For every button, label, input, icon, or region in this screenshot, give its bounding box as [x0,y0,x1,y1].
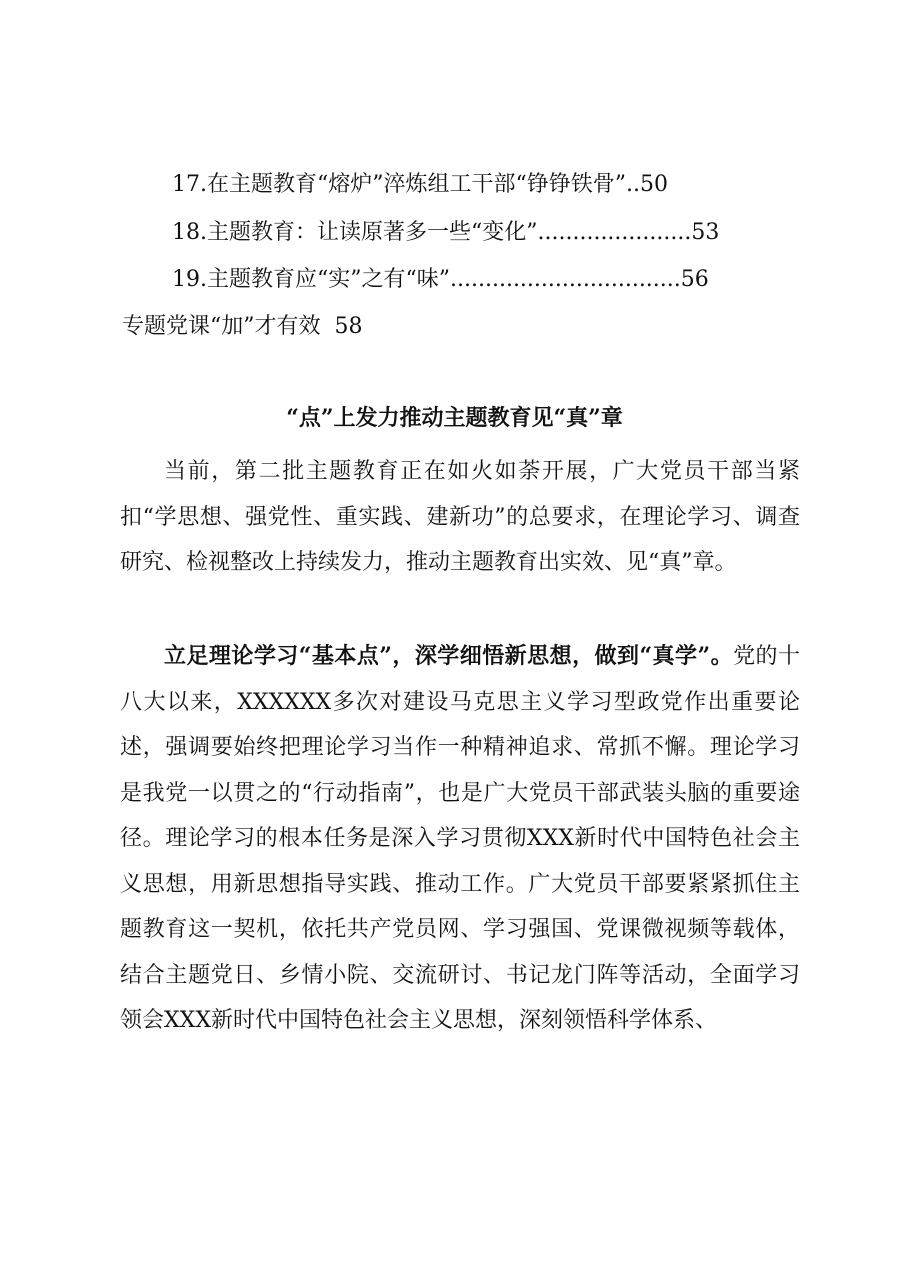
toc-item-title: 专题党课“加”才有效 [122,314,321,339]
toc-item-number: 17. [172,172,207,197]
section-1-paragraph [120,634,800,1044]
intro-paragraph: 当前，第二批主题教育正在如火如荼开展，广大党员干部当紧扣“学思想、强党性、重实践、建新功”的总要求，在理论学习、调查研究、检视整改上持续发力，推动主题教育出实效、见“真”章。 [120,459,800,575]
toc-item-17[interactable] [172,170,668,200]
toc-item-number: 19. [172,267,207,292]
toc-item-leader: ................................. [450,267,681,292]
toc-item-19[interactable] [172,265,709,295]
toc-item-page: 56 [680,267,709,292]
toc-item-title: 在主题教育“熔炉”淬炼组工干部“铮铮铁骨” [207,172,626,197]
toc-item-number: 18. [172,220,207,245]
toc-item-leader: ...................... [537,220,692,245]
toc-item-page: 53 [691,220,720,245]
toc-item-leader: .. [626,172,640,197]
article-title: “点”上发力推动主题教育见“真”章 [286,405,623,431]
toc-item-title: 主题教育：让读原著多一些“变化” [207,220,538,245]
toc-item-18[interactable] [172,218,719,248]
toc-item-extra[interactable] [122,312,363,342]
toc-item-page: 58 [334,314,363,339]
section-1-body: 党的十八大以来，XXXXXX多次对建设马克思主义学习型政党作出重要论述，强调要始终把理论学习当作一种精神追求、常抓不懈。理论学习是我党一以贯之的“行动指南”，也是广大党员干部武装头脑的重要途径。理论学习的根本任务是深入学习贯彻XXX新时代中国特色社会主义思想，用新思想指导实践、推动工作。广大党员干部要紧紧抓住主题教育这一契机，依托共产党员网、学习强国、党课微视频等载体，结合主题党日、乡情小院、交流研讨、书记龙门阵等活动，全面学习领会XXX新时代中国特色社会主义思想，深刻领悟科学体系、 [120,644,800,1033]
toc-item-title: 主题教育应“实”之有“味” [207,267,450,292]
section-1-heading: 立足理论学习“基本点”，深学细悟新思想，做到“真学”。 [164,643,734,669]
toc-item-page: 50 [640,172,668,197]
